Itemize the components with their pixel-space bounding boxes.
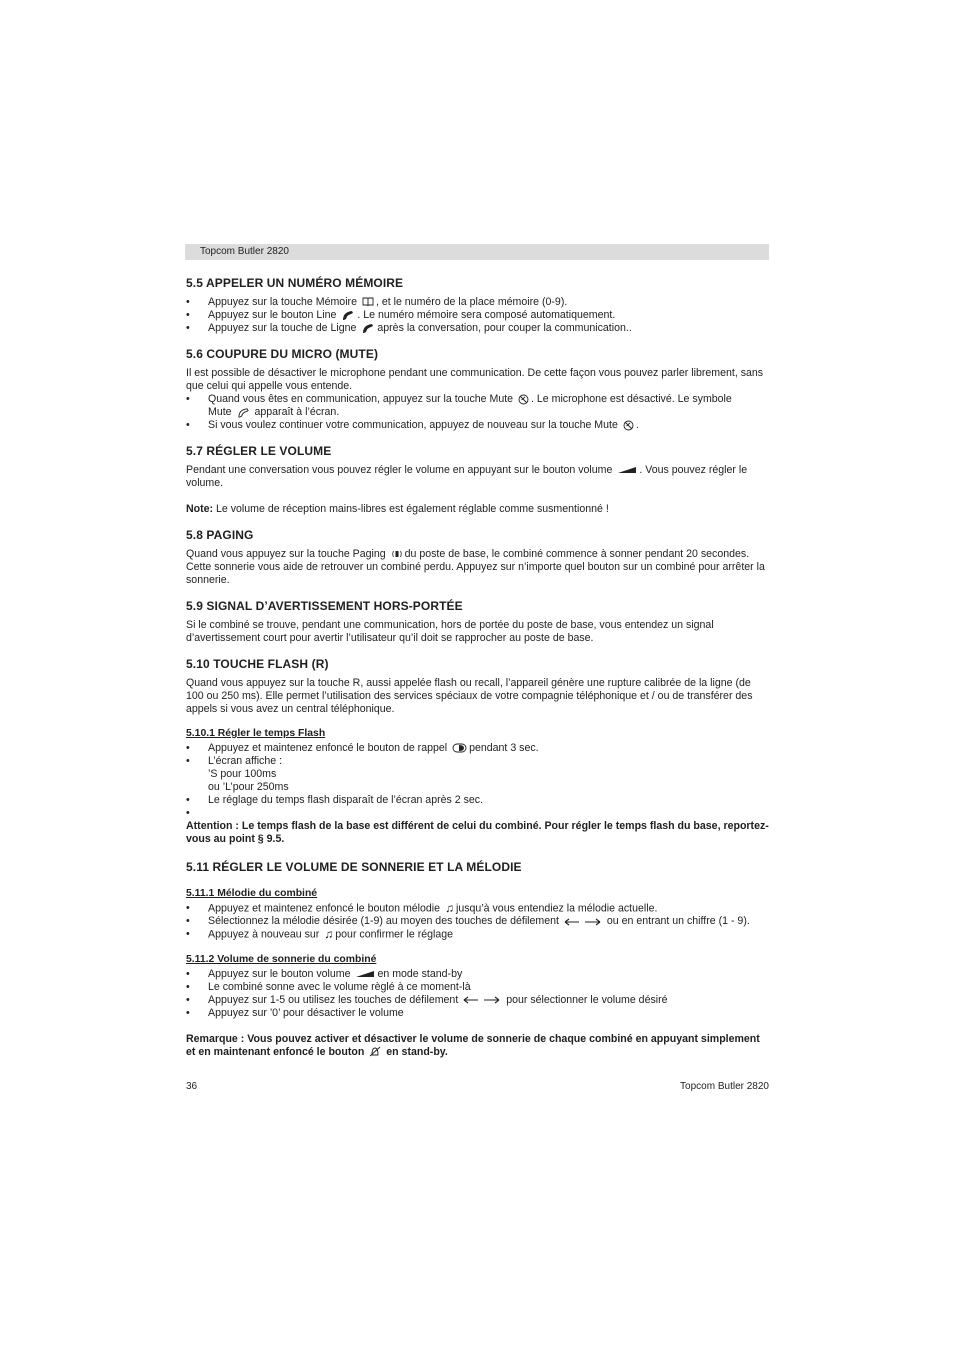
volume-icon — [617, 466, 637, 474]
section-5-9 — [186, 599, 770, 645]
list-item: • Appuyez à nouveau sur ♫ pour confirmer le réglage — [186, 927, 454, 942]
list-item: • Le réglage du temps flash disparaît de l’écran après 2 sec. — [186, 794, 484, 806]
footer-title: Topcom Butler 2820 — [680, 1081, 769, 1092]
phone-handset-icon — [361, 322, 375, 334]
melody-icon: ♫ — [324, 927, 334, 942]
section-5-8 — [186, 528, 770, 587]
list-item: • Appuyez sur la touche Mémoire , et le numéro de la place mémoire (0-9). — [186, 296, 568, 308]
phone-handset-icon — [341, 309, 355, 321]
paragraph: Il est possible de désactiver le microphone pendant une communication. De cette façon vous pouvez parler librement, sans que celui qui appelle vous entende. — [186, 367, 764, 392]
section-5-6 — [186, 347, 770, 432]
list-item: • Appuyez sur le bouton volume en mode stand-by — [186, 967, 463, 980]
page-header — [185, 244, 769, 260]
remark-note: Remarque : Vous pouvez activer et désactiver le volume de sonnerie de chaque combiné en appuyant simplement et en maintenant enfoncé le bouton en stand-by. — [186, 1032, 760, 1058]
scroll-arrows-icon — [564, 918, 602, 926]
melody-icon: ♫ — [445, 901, 454, 915]
list-item: • Appuyez sur la touche de Ligne après la conversation, pour couper la communication.. — [186, 322, 632, 334]
redial-icon — [452, 743, 467, 753]
mute-icon — [623, 420, 634, 431]
section-title: 5.8 PAGING — [186, 528, 254, 542]
paging-icon — [391, 549, 403, 559]
list-item: • — [186, 807, 190, 819]
subsection-title: 5.11.2 Volume de sonnerie du combiné — [186, 953, 377, 965]
list-item: • Sélectionnez la mélodie désirée (1-9) au moyen des touches de défilement ou en entrant un chiffre (1 - 9). — [186, 915, 750, 928]
section-title: 5.9 SIGNAL D’AVERTISSEMENT HORS-PORTÉE — [186, 599, 463, 613]
list-item: • Si vous voulez continuer votre communication, appuyez de nouveau sur la touche Mute . — [186, 419, 639, 431]
section-5-7 — [186, 444, 770, 516]
attention-note: Attention : Le temps flash de la base est différent de celui du combiné. Pour régler le temps flash du base, reportez-vous au point § 9.5. — [186, 820, 769, 845]
list-item: • Appuyez et maintenez enfoncé le bouton de rappel pendant 3 sec. — [186, 742, 539, 754]
section-title: 5.5 APPELER UN NUMÉRO MÉMOIRE — [186, 276, 404, 290]
section-title: 5.6 COUPURE DU MICRO (MUTE) — [186, 347, 379, 361]
list-item: • Appuyez sur 1-5 ou utilisez les touches de défilement pour sélectionner le volume désiré — [186, 993, 668, 1006]
ringer-off-icon — [369, 1046, 381, 1057]
paragraph: Si le combiné se trouve, pendant une communication, hors de portée du poste de base, vous entendez un signal d’avertissement court pour avertir l’utilisateur qu’il doit se rapprocher au poste de base. — [186, 619, 714, 644]
paragraph: Pendant une conversation vous pouvez régler le volume en appuyant sur le bouton volume . Vous pouvez régler le volume. — [186, 464, 748, 489]
section-5-11 — [186, 860, 770, 1059]
list-item: • Appuyez sur le bouton Line . Le numéro mémoire sera composé automatiquement. — [186, 309, 616, 321]
volume-icon — [355, 970, 375, 978]
list-item: • Appuyez et maintenez enfoncé le bouton mélodie ♫ jusqu’à vous entendiez la mélodie actuelle. — [186, 901, 658, 915]
section-5-10 — [186, 657, 770, 846]
subsection-title: 5.10.1 Régler le temps Flash — [186, 728, 326, 739]
subsection-title: 5.11.1 Mélodie du combiné — [186, 888, 318, 899]
section-title: 5.11 RÉGLER LE VOLUME DE SONNERIE ET LA MÉLODIE — [186, 860, 522, 874]
document-body — [186, 276, 770, 1071]
list-item: • Le combiné sonne avec le volume règlé à ce moment-là — [186, 980, 471, 993]
phone-handset-icon — [237, 407, 250, 418]
scroll-arrows-icon — [463, 996, 501, 1004]
list-item: • L’écran affiche : ’S pour 100ms ou ’L’pour 250ms — [186, 755, 289, 793]
memory-book-icon — [362, 297, 374, 307]
section-5-5 — [186, 276, 770, 335]
paragraph: Quand vous appuyez sur la touche Paging du poste de base, le combiné commence à sonner pendant 20 secondes. Cette sonnerie vous aide de retrouver un combiné perdu. Appuyez sur n’importe quel bouton sur un combiné pour arrêter la sonnerie. — [186, 548, 765, 586]
list-item: • Appuyez sur ’0’ pour désactiver le volume — [186, 1006, 404, 1019]
section-title: 5.10 TOUCHE FLASH (R) — [186, 657, 329, 671]
header-title: Topcom Butler 2820 — [200, 246, 289, 257]
paragraph: Quand vous appuyez sur la touche R, aussi appelée flash ou recall, l’appareil génère une rupture calibrée de la ligne (de 100 ou 250 ms). Elle permet l’utilisation des services spéciaux de votre compagnie téléphonique et / ou de transférer des appels si vous avez un central téléphonique. — [186, 677, 753, 715]
note: Note: Le volume de réception mains-libres est également réglable comme susmentionné ! — [186, 503, 609, 515]
list-item: • Quand vous êtes en communication, appuyez sur la touche Mute . Le microphone est désactivé. Le symbole Mute apparaît à l’écran. — [186, 393, 732, 418]
page-number: 36 — [186, 1081, 198, 1092]
section-title: 5.7 RÉGLER LE VOLUME — [186, 444, 332, 458]
mute-icon — [518, 394, 529, 405]
